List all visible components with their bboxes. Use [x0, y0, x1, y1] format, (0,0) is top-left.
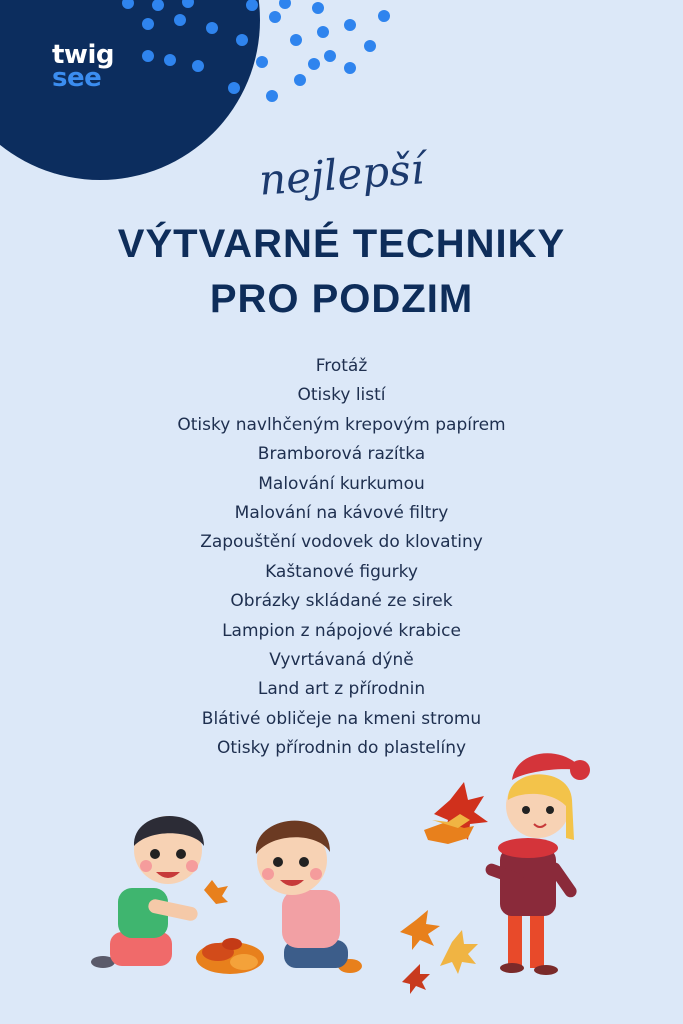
- logo-line2: see: [52, 63, 102, 93]
- page-title-line2: PRO PODZIM: [209, 277, 474, 321]
- list-item: Bramborová razítka: [257, 444, 426, 465]
- girl-with-leaves-icon: [424, 753, 590, 975]
- list-item: Otisky navlhčeným krepovým papírem: [177, 414, 506, 435]
- autumn-kids-illustration: [0, 740, 683, 1024]
- script-heading: nejlepší: [257, 144, 426, 205]
- list-item: Kaštanové figurky: [265, 561, 418, 582]
- list-item: Blátivé obličeje na kmeni stromu: [201, 708, 482, 729]
- boy-sitting-icon: [256, 821, 362, 973]
- autumn-leaf-icon: [400, 910, 478, 994]
- list-item: Lampion z nápojové krabice: [222, 620, 461, 641]
- boy-kneeling-icon: [91, 816, 228, 968]
- list-item: Land art z přírodnin: [257, 679, 426, 700]
- logo-line1: twig: [52, 40, 114, 70]
- list-item: Malování kurkumou: [258, 473, 425, 494]
- list-item: Zapouštění vodovek do klovatiny: [200, 532, 483, 553]
- list-item: Malování na kávové filtry: [234, 502, 449, 523]
- page-title-line1: VÝTVARNÉ TECHNIKY: [117, 222, 566, 266]
- leaf-pile-icon: [196, 938, 264, 974]
- twigsee-logo: [52, 40, 114, 93]
- list-item: Otisky listí: [297, 385, 386, 406]
- list-item: Otisky přírodnin do plastelíny: [216, 738, 467, 759]
- technique-list: [0, 352, 683, 763]
- list-item: Obrázky skládané ze sirek: [230, 591, 453, 612]
- list-item: Vyvrtávaná dýně: [269, 649, 414, 670]
- autumn-leaf-icon: [204, 880, 228, 904]
- list-item: Frotáž: [315, 356, 368, 376]
